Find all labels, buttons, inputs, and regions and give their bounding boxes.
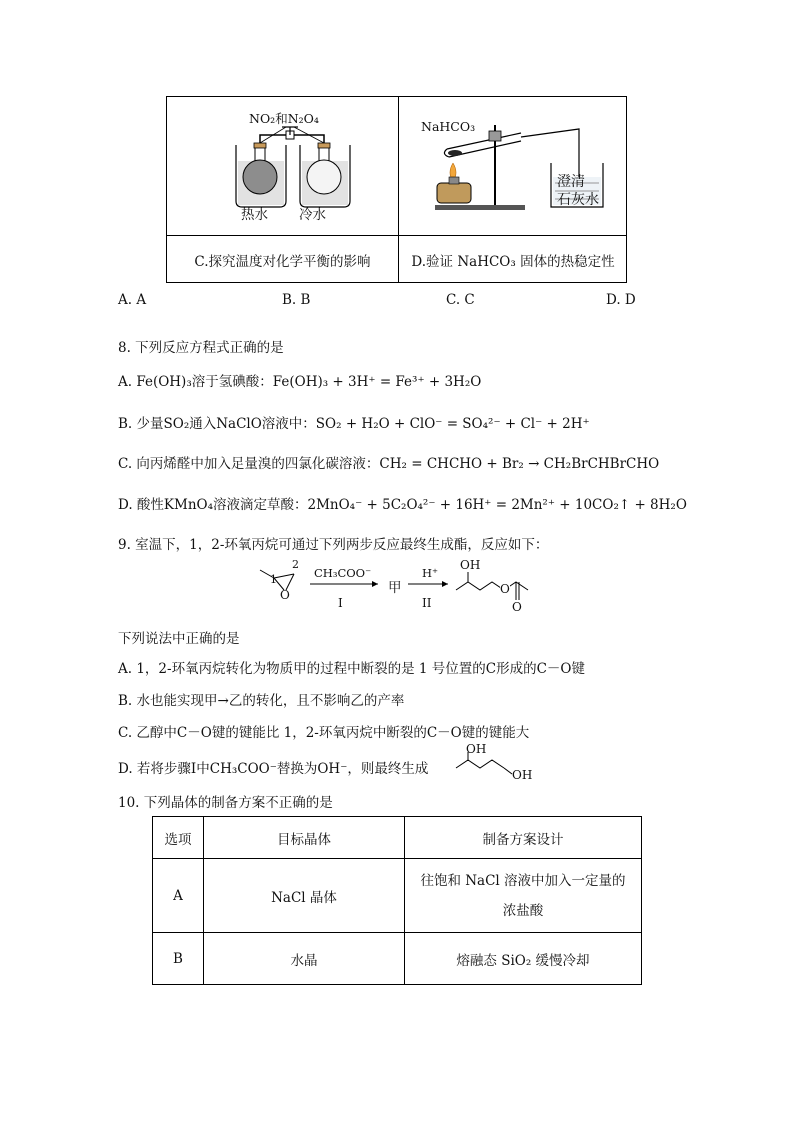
option-c-caption: C.探究温度对化学平衡的影响 (194, 254, 371, 270)
q8-option-c[interactable]: C. 向丙烯醛中加入足量溴的四氯化碳溶液：CH₂ = CHCHO + Br₂ → CH₂BrCHBrCHO (118, 456, 660, 472)
limewater-label-2: 石灰水 (557, 192, 599, 208)
q9-option-a[interactable]: A. 1，2-环氧丙烷转化为物质甲的过程中断裂的是 1 号位置的C形成的C－O键 (118, 661, 585, 677)
intermediate-jia: 甲 (388, 580, 402, 596)
hot-water-label: 热水 (241, 207, 268, 223)
q8-option-a[interactable]: A. Fe(OH)₃溶于氢碘酸：Fe(OH)₃ + 3H⁺ = Fe³⁺ + 3H₂O (118, 374, 482, 390)
carbonyl-oxygen: O (512, 600, 522, 614)
row-a-plan (405, 859, 642, 933)
option-d-caption: D.验证 NaHCO₃ 固体的热稳定性 (411, 254, 615, 270)
step-i-label: I (338, 596, 343, 610)
row-b-plan: 熔融态 SiO₂ 缓慢冷却 (405, 933, 642, 985)
q9-stem: 9. 室温下，1，2-环氧丙烷可通过下列两步反应最终生成酯，反应如下： (118, 537, 549, 553)
header-option: 选项 (153, 817, 204, 859)
diol-oh-1: OH (466, 742, 487, 756)
choice-a[interactable]: A. A (118, 292, 147, 308)
choice-b[interactable]: B. B (282, 292, 311, 308)
table-row (153, 933, 642, 985)
row-a-target: NaCl 晶体 (204, 859, 405, 933)
choice-d[interactable]: D. D (606, 292, 636, 308)
q9-prompt: 下列说法中正确的是 (118, 631, 240, 647)
table-row (153, 859, 642, 933)
ester-oxygen: O (500, 582, 510, 596)
row-b-option: B (153, 933, 204, 985)
diol-oh-2: OH (512, 768, 533, 782)
q10-table (152, 816, 642, 985)
product-hydroxyl: OH (460, 558, 481, 572)
reagent-proton: H⁺ (422, 566, 439, 580)
reagent-label: NaHCO₃ (421, 119, 476, 134)
gas-label: NO₂和N₂O₄ (249, 111, 319, 126)
position-2: 2 (292, 558, 299, 571)
q10-stem: 10. 下列晶体的制备方案不正确的是 (118, 795, 333, 811)
table-header-row (153, 817, 642, 859)
choice-c[interactable]: C. C (446, 292, 475, 308)
q9-option-b[interactable]: B. 水也能实现甲→乙的转化，且不影响乙的产率 (118, 693, 405, 709)
step-ii-label: II (422, 596, 432, 610)
row-b-target: 水晶 (204, 933, 405, 985)
header-plan: 制备方案设计 (405, 817, 642, 859)
q8-stem: 8. 下列反应方程式正确的是 (118, 340, 284, 356)
row-a-plan-line1: 往饱和 NaCl 溶液中加入一定量的 (420, 872, 626, 889)
position-1: 1 (270, 573, 277, 586)
row-a-plan-line2: 浓盐酸 (502, 902, 544, 919)
reagent-acetate: CH₃COO⁻ (314, 566, 372, 580)
row-a-option: A (153, 859, 204, 933)
q8-option-d[interactable]: D. 酸性KMnO₄溶液滴定草酸：2MnO₄⁻ + 5C₂O₄²⁻ + 16H⁺ = 2Mn²⁺ + 10CO₂↑ + 8H₂O (118, 497, 687, 513)
q9-option-c[interactable]: C. 乙醇中C－O键的键能比 1，2-环氧丙烷中断裂的C－O键的键能大 (118, 725, 530, 741)
header-target: 目标晶体 (204, 817, 405, 859)
apparatus-table (166, 96, 627, 283)
limewater-label-1: 澄清 (557, 174, 585, 190)
reaction-scheme (250, 560, 570, 620)
q8-option-b[interactable]: B. 少量SO₂通入NaClO溶液中：SO₂ + H₂O + ClO⁻ = SO₄²⁻ + Cl⁻ + 2H⁺ (118, 416, 590, 432)
q9-option-d[interactable]: D. 若将步骤I中CH₃COO⁻替换为OH⁻，则最终生成 (118, 761, 429, 777)
epoxide-oxygen: O (280, 588, 290, 602)
cold-water-label: 冷水 (299, 207, 326, 223)
table-divider (167, 235, 626, 236)
